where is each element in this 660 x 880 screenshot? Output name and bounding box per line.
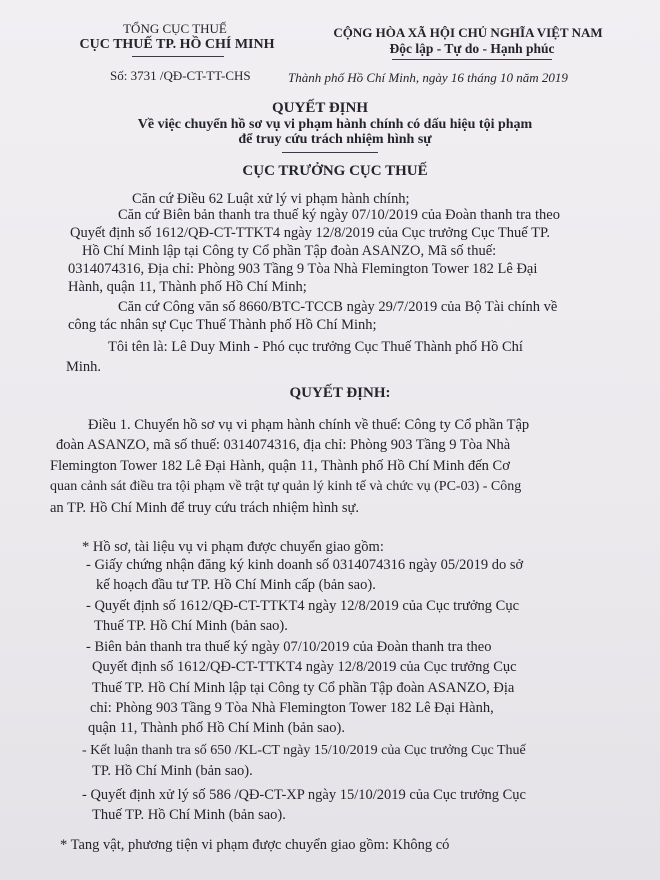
preamble-line: Hồ Chí Minh lập tại Công ty Cổ phần Tập đoàn ASANZO, Mã số thuế: [82,243,497,259]
document-item: chỉ: Phòng 903 Tầng 9 Tòa Nhà Flemington Tower 182 Lê Đại Hành, [90,700,494,716]
document-item: Thuế TP. Hồ Chí Minh (bản sao). [92,807,286,823]
documents-intro: * Hồ sơ, tài liệu vụ vi phạm được chuyển giao gồm: [82,539,384,555]
preamble-line: Quyết định số 1612/QĐ-CT-TTKT4 ngày 12/8/2019 của Cục trưởng Cục Thuế TP. [70,225,551,241]
document-item: - Giấy chứng nhận đăng ký kinh doanh số 0314074316 ngày 05/2019 do sở [86,557,524,573]
agency-underline [132,56,224,57]
document-item: - Kết luận thanh tra số 650 /KL-CT ngày 15/10/2019 của Cục trưởng Cục Thuế [82,743,526,758]
document-item: Thuế TP. Hồ Chí Minh (bản sao). [94,618,288,634]
subject-underline [282,152,378,153]
decision-heading: QUYẾT ĐỊNH: [289,385,391,401]
place-date: Thành phố Hồ Chí Minh, ngày 16 tháng 10 năm 2019 [288,70,568,85]
subject-line-2: để truy cứu trách nhiệm hình sự [238,132,432,147]
issuing-authority: CỤC TRƯỞNG CỤC THUẾ [242,163,428,179]
agency-name: CỤC THUẾ TP. HỒ CHÍ MINH [79,37,275,52]
country-name: CỘNG HÒA XÃ HỘI CHỦ NGHĨA VIỆT NAM [333,25,603,40]
article-1-line: quan cảnh sát điều tra tội phạm về trật tự quản lý kinh tế và chức vụ (PC-03) - Công [50,479,522,494]
preamble-line: Hành, quận 11, Thành phố Hồ Chí Minh; [68,279,307,295]
signer-line: Tôi tên là: Lê Duy Minh - Phó cục trưởng Cục Thuế Thành phố Hồ Chí [108,339,523,355]
preamble-line: công tác nhân sự Cục Thuế Thành phố Hồ Chí Minh; [68,317,377,333]
document-number: Số: 3731 /QĐ-CT-TT-CHS [110,68,251,83]
subject-line-1: Về việc chuyển hồ sơ vụ vi phạm hành chính có dấu hiệu tội phạm [137,117,533,132]
exhibits-line: * Tang vật, phương tiện vi phạm được chuyển giao gồm: Không có [60,837,450,853]
agency-parent: TỔNG CỤC THUẾ [123,21,227,36]
preamble-line: 0314074316, Địa chỉ: Phòng 903 Tầng 9 Tòa Nhà Flemington Tower 182 Lê Đại [68,261,538,277]
document-title: QUYẾT ĐỊNH [272,100,368,116]
preamble-line: Căn cứ Công văn số 8660/BTC-TCCB ngày 29/7/2019 của Bộ Tài chính về [118,299,558,315]
article-1-line: an TP. Hồ Chí Minh để truy cứu trách nhiệm hình sự. [50,500,360,516]
document-item: - Biên bản thanh tra thuế ký ngày 07/10/2019 của Đoàn thanh tra theo [86,639,492,655]
document-item: quận 11, Thành phố Hồ Chí Minh (bản sao). [88,720,345,736]
national-motto: Độc lập - Tự do - Hạnh phúc [389,41,555,56]
preamble-line: Căn cứ Điều 62 Luật xử lý vi phạm hành chính; [132,191,410,207]
document-item: - Quyết định số 1612/QĐ-CT-TTKT4 ngày 12/8/2019 của Cục trưởng Cục [86,598,520,614]
document-item: Quyết định số 1612/QĐ-CT-TTKT4 ngày 12/8/2019 của Cục trưởng Cục [92,659,517,675]
signer-line: Minh. [66,359,102,375]
document-item: Thuế TP. Hồ Chí Minh lập tại Công ty Cổ phần Tập đoàn ASANZO, Địa [92,680,515,696]
article-1-line: Điều 1. Chuyển hồ sơ vụ vi phạm hành chính về thuế: Công ty Cổ phần Tập [88,417,530,433]
article-1-line: đoàn ASANZO, mã số thuế: 0314074316, địa chỉ: Phòng 903 Tầng 9 Tòa Nhà [56,437,511,453]
article-1-line: Flemington Tower 182 Lê Đại Hành, quận 11, Thành phố Hồ Chí Minh đến Cơ [50,458,510,474]
motto-underline [392,59,552,60]
preamble-line: Căn cứ Biên bản thanh tra thuế ký ngày 07/10/2019 của Đoàn thanh tra theo [118,207,560,223]
document-item: TP. Hồ Chí Minh (bản sao). [92,763,253,779]
document-item: kế hoạch đầu tư TP. Hồ Chí Minh cấp (bản sao). [96,577,376,593]
document-item: - Quyết định xử lý số 586 /QĐ-CT-XP ngày 15/10/2019 của Cục trưởng Cục [82,787,526,803]
